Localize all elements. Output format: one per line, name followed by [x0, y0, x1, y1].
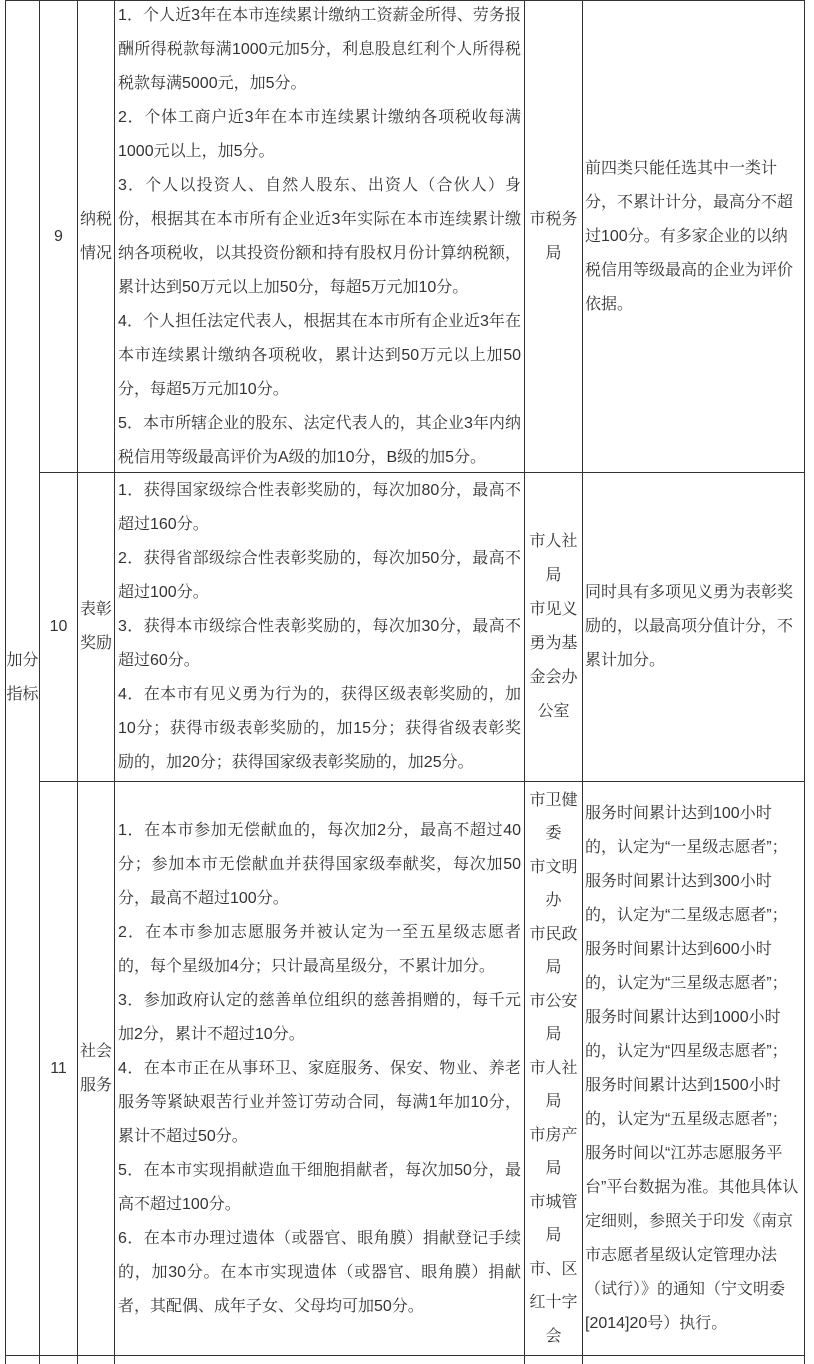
row-10-category-cell	[77, 472, 114, 781]
row-10-criteria-cell	[114, 472, 524, 781]
criteria-item: 3．个人以投资人、自然人股东、出资人（合伙人）身份，根据其在本市所有企业近3年实际在本市连续累计缴纳各项税收，以其投资份额和持有股权月份计算纳税额，累计达到50万元以上加50分，每超5万元加10分。	[118, 176, 521, 296]
category-label: 社会服务	[79, 1042, 112, 1094]
row-number: 9	[54, 227, 63, 245]
department-name: 市城管局	[529, 1193, 578, 1245]
department-name: 市文明办	[529, 858, 578, 910]
criteria-item: 4．个人担任法定代表人，根据其在本市所有企业近3年在本市连续累计缴纳各项税收，累计达到50万元以上加50分，每超5万元加10分。	[118, 312, 521, 398]
row-9-note-cell	[582, 0, 805, 472]
criteria-item: 4．在本市正在从事环卫、家庭服务、保安、物业、养老服务等紧缺艰苦行业并签订劳动合同，每满1年加10分，累计不超过50分。	[118, 1059, 521, 1145]
row-9-number-cell	[39, 0, 77, 472]
criteria-item: 1．获得国家级综合性表彰奖励的，每次加80分，最高不超过160分。	[118, 482, 521, 533]
row-11-criteria-cell	[114, 781, 524, 1355]
next-row-partial-cell	[114, 1355, 524, 1364]
row-11-category-cell	[77, 781, 114, 1355]
row-number: 11	[50, 1059, 67, 1077]
department-name: 市人社局	[529, 533, 578, 584]
row-10-note-cell	[582, 472, 805, 781]
category-label: 表彰奖励	[79, 601, 112, 652]
row-10-number-cell	[39, 472, 77, 781]
next-row-partial-cell	[77, 1355, 114, 1364]
department-name: 市见义勇为基金会办公室	[529, 601, 578, 720]
criteria-item: 6．在本市办理过遗体（或器官、眼角膜）捐献登记手续的，加30分。在本市实现遗体（或器官、眼角膜）捐献者，其配偶、成年子女、父母均可加50分。	[118, 1229, 521, 1315]
row-10-department-cell	[524, 472, 582, 781]
row-9-category-cell	[77, 0, 114, 472]
row-11-number-cell	[39, 781, 77, 1355]
group-label: 加分指标	[6, 652, 39, 703]
department-name: 市人社局	[529, 1059, 578, 1111]
row-11-department-cell	[524, 781, 582, 1355]
row-9-department-cell	[524, 0, 582, 472]
bonus-points-table	[5, 0, 805, 1364]
row-9-criteria-cell	[114, 0, 524, 472]
department-name: 市、区红十字会	[529, 1260, 578, 1345]
criteria-item: 2．个体工商户近3年在本市连续累计缴纳各项税收每满1000元以上，加5分。	[118, 108, 521, 160]
next-row-partial-cell	[5, 1355, 39, 1364]
department-name: 市税务局	[529, 210, 578, 262]
row-number: 10	[49, 618, 68, 635]
criteria-item: 4．在本市有见义勇为行为的，获得区级表彰奖励的，加10分；获得市级表彰奖励的，加15分；获得省级表彰奖励的，加20分；获得国家级表彰奖励的，加25分。	[118, 686, 521, 771]
criteria-item: 5．本市所辖企业的股东、法定代表人的，其企业3年内纳税信用等级最高评价为A级的加10分，B级的加5分。	[118, 414, 521, 466]
note-text: 服务时间累计达到100小时的，认定为“一星级志愿者”；服务时间累计达到300小时的，认定为“二星级志愿者”；服务时间累计达到600小时的，认定为“三星级志愿者”；服务时间累计达到1000小时的，认定为“四星级志愿者”；服务时间累计达到1500小时的，认定为“五星级志愿者”；服务时间以“江苏志愿服务平台”平台数据为准。其他具体认定细则，参照关于印发《南京市志愿者星级认定管理办法（试行）》的通知（宁文明委[2014]20号）执行。	[585, 804, 799, 1332]
department-name: 市民政局	[529, 925, 578, 977]
row-11-note-cell	[582, 781, 805, 1355]
criteria-item: 1．在本市参加无偿献血的，每次加2分，最高不超过40分；参加本市无偿献血并获得国家级奉献奖，每次加50分，最高不超过100分。	[118, 821, 521, 907]
department-name: 市公安局	[529, 992, 578, 1044]
department-name: 市房产局	[529, 1126, 578, 1178]
criteria-item: 3．参加政府认定的慈善单位组织的慈善捐赠的，每千元加2分，累计不超过10分。	[118, 991, 521, 1043]
criteria-item: 1．个人近3年在本市连续累计缴纳工资薪金所得、劳务报酬所得税款每满1000元加5分，利息股息红利个人所得税税款每满5000元，加5分。	[118, 6, 521, 92]
criteria-item: 2．获得省部级综合性表彰奖励的，每次加50分，最高不超过100分。	[118, 550, 521, 601]
next-row-partial-cell	[39, 1355, 77, 1364]
criteria-item: 3．获得本市级综合性表彰奖励的，每次加30分，最高不超过60分。	[118, 618, 521, 669]
note-text: 前四类只能任选其中一类计分，不累计计分，最高分不超过100分。有多家企业的以纳税信用等级最高的企业为评价依据。	[585, 159, 794, 313]
note-text: 同时具有多项见义勇为表彰奖励的，以最高项分值计分，不累计加分。	[585, 584, 794, 669]
group-label-cell	[5, 0, 39, 1355]
criteria-item: 5．在本市实现捐献造血干细胞捐献者，每次加50分，最高不超过100分。	[118, 1161, 521, 1213]
next-row-partial-cell	[582, 1355, 805, 1364]
criteria-item: 2．在本市参加志愿服务并被认定为一至五星级志愿者的，每个星级加4分；只计最高星级分，不累计加分。	[118, 923, 521, 975]
next-row-partial-cell	[524, 1355, 582, 1364]
department-name: 市卫健委	[529, 791, 578, 843]
category-label: 纳税情况	[79, 210, 112, 262]
